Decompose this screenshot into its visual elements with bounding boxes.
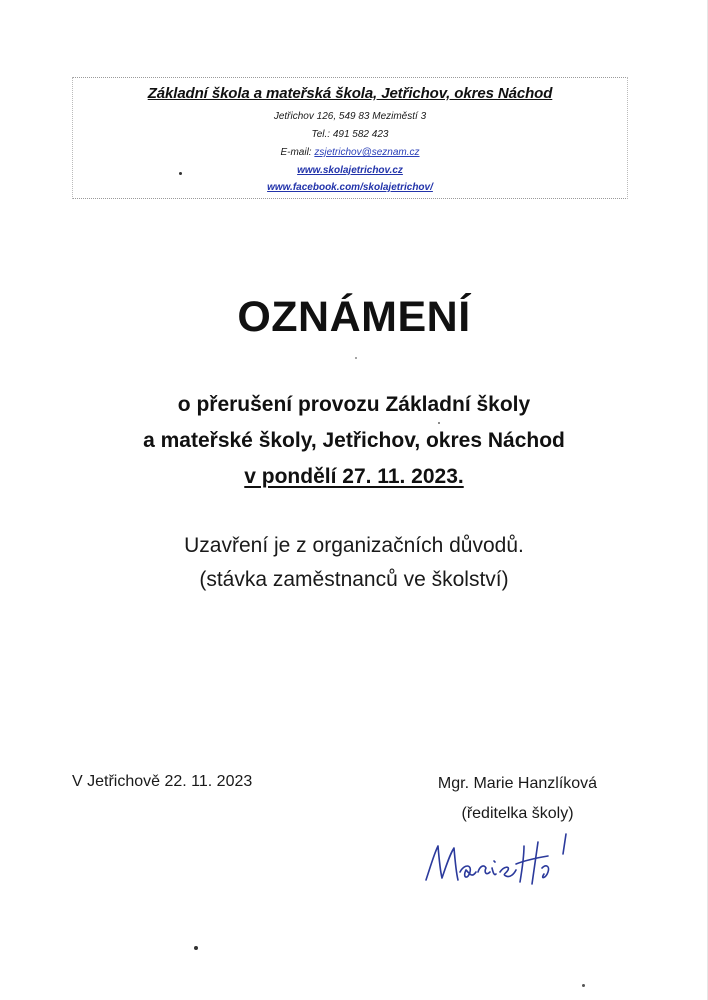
scan-speck [179,172,182,175]
school-name: Základní škola a mateřská škola, Jetřichov, okres Náchod [147,85,553,102]
reason-line-2: (stávka zaměstnanců ve školství) [199,568,509,591]
school-phone: Tel.: 491 582 423 [311,129,389,140]
email-link[interactable]: zsjetrichov@seznam.cz [314,147,420,158]
subject-line-1: o přerušení provozu Základní školy [177,393,531,416]
subject-line-3 [0,465,708,489]
signer-role: (ředitelka školy) [461,805,574,822]
scan-speck [582,984,585,987]
date-place: V Jetřichově 22. 11. 2023 [72,773,253,790]
notice-title: OZNÁMENÍ [237,293,471,341]
signer-name: Mgr. Marie Hanzlíková [437,775,598,792]
handwritten-signature [420,828,590,890]
school-address: Jetřichov 126, 549 83 Meziměstí 3 [273,111,427,122]
scan-speck [355,357,357,359]
scan-speck [194,946,198,950]
letterhead [72,77,628,199]
subject-line-2: a mateřské školy, Jetřichov, okres Náchod [143,429,565,452]
website-link[interactable]: www.skolajetrichov.cz [297,165,403,176]
scan-speck [438,422,440,424]
closure-date: v pondělí 27. 11. 2023. [244,465,464,488]
email-label: E-mail: [280,147,315,158]
reason-line-1: Uzavření je z organizačních důvodů. [184,534,524,557]
school-email-line [73,147,627,158]
facebook-link[interactable]: www.facebook.com/skolajetrichov/ [267,182,433,193]
